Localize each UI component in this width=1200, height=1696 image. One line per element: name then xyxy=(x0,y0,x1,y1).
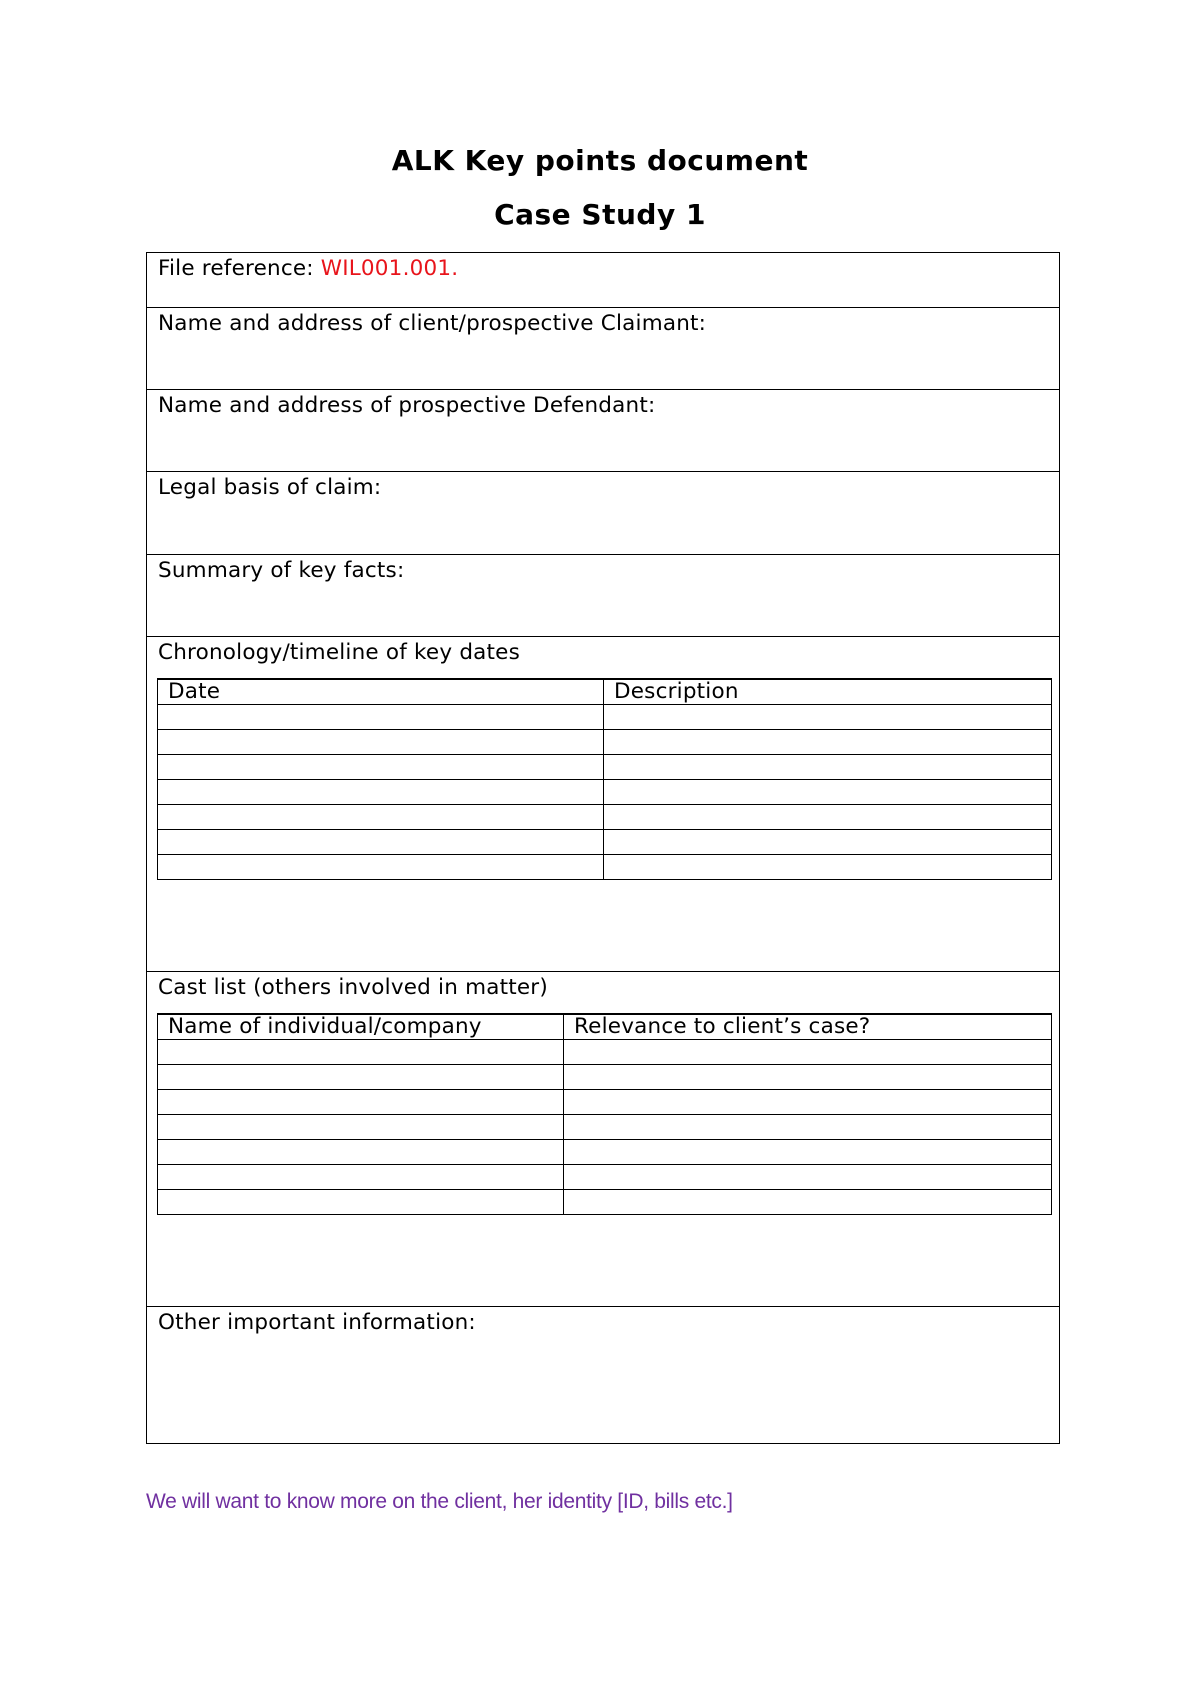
table-row xyxy=(158,730,1052,755)
chronology-cell[interactable] xyxy=(604,730,1052,755)
chronology-cell[interactable] xyxy=(158,855,604,880)
chronology-cell[interactable] xyxy=(604,830,1052,855)
document-title: ALK Key points document xyxy=(391,144,809,177)
client-identity-note: We will want to know more on the client, her identity [ID, bills etc.] xyxy=(146,1490,733,1513)
cast-list-cell[interactable] xyxy=(564,1090,1052,1115)
file-reference-label: File reference: xyxy=(158,256,321,281)
cast-list-cell[interactable] xyxy=(564,1140,1052,1165)
chronology-cell[interactable] xyxy=(158,705,604,730)
table-header-row xyxy=(158,679,1052,705)
other-info-section xyxy=(147,1307,1059,1443)
chronology-table xyxy=(157,678,1052,880)
cast-list-section xyxy=(147,972,1059,1307)
other-info-label: Other important information: xyxy=(158,1310,476,1335)
table-row xyxy=(158,755,1052,780)
summary-section xyxy=(147,555,1059,637)
cast-list-cell[interactable] xyxy=(564,1190,1052,1215)
cast-list-cell[interactable] xyxy=(564,1040,1052,1065)
defendant-section xyxy=(147,390,1059,472)
table-row xyxy=(158,780,1052,805)
name-column-header: Name of individual/company xyxy=(158,1014,564,1040)
cast-list-table xyxy=(157,1013,1052,1215)
table-row xyxy=(158,1040,1052,1065)
cast-list-cell[interactable] xyxy=(158,1090,564,1115)
document-subtitle: Case Study 1 xyxy=(494,198,706,231)
table-row xyxy=(158,705,1052,730)
legal-basis-section xyxy=(147,472,1059,555)
summary-label: Summary of key facts: xyxy=(158,558,405,583)
chronology-cell[interactable] xyxy=(158,830,604,855)
chronology-label: Chronology/timeline of key dates xyxy=(158,640,521,665)
legal-basis-label: Legal basis of claim: xyxy=(158,475,382,500)
cast-list-label: Cast list (others involved in matter) xyxy=(158,975,548,1000)
chronology-cell[interactable] xyxy=(158,730,604,755)
table-row xyxy=(158,1165,1052,1190)
chronology-cell[interactable] xyxy=(604,855,1052,880)
table-row xyxy=(158,830,1052,855)
chronology-section xyxy=(147,637,1059,972)
chronology-cell[interactable] xyxy=(158,755,604,780)
description-column-header: Description xyxy=(604,679,1052,705)
claimant-label: Name and address of client/prospective Claimant: xyxy=(158,311,707,336)
cast-list-cell[interactable] xyxy=(158,1115,564,1140)
cast-list-cell[interactable] xyxy=(564,1165,1052,1190)
chronology-cell[interactable] xyxy=(158,805,604,830)
chronology-cell[interactable] xyxy=(604,780,1052,805)
table-row xyxy=(158,1140,1052,1165)
defendant-label: Name and address of prospective Defendant: xyxy=(158,393,656,418)
cast-list-cell[interactable] xyxy=(564,1115,1052,1140)
date-column-header: Date xyxy=(158,679,604,705)
table-row xyxy=(158,855,1052,880)
file-reference-section xyxy=(147,253,1059,308)
table-row xyxy=(158,1065,1052,1090)
cast-list-cell[interactable] xyxy=(564,1065,1052,1090)
key-points-form xyxy=(146,252,1060,1444)
table-header-row xyxy=(158,1014,1052,1040)
chronology-cell[interactable] xyxy=(604,805,1052,830)
cast-list-cell[interactable] xyxy=(158,1040,564,1065)
table-row xyxy=(158,1115,1052,1140)
table-row xyxy=(158,805,1052,830)
claimant-section xyxy=(147,308,1059,390)
relevance-column-header: Relevance to client’s case? xyxy=(564,1014,1052,1040)
cast-list-cell[interactable] xyxy=(158,1165,564,1190)
chronology-cell[interactable] xyxy=(604,755,1052,780)
file-reference-value: WIL001.001. xyxy=(320,256,459,281)
cast-list-cell[interactable] xyxy=(158,1065,564,1090)
chronology-cell[interactable] xyxy=(158,780,604,805)
table-row xyxy=(158,1090,1052,1115)
cast-list-cell[interactable] xyxy=(158,1140,564,1165)
chronology-cell[interactable] xyxy=(604,705,1052,730)
cast-list-cell[interactable] xyxy=(158,1190,564,1215)
table-row xyxy=(158,1190,1052,1215)
